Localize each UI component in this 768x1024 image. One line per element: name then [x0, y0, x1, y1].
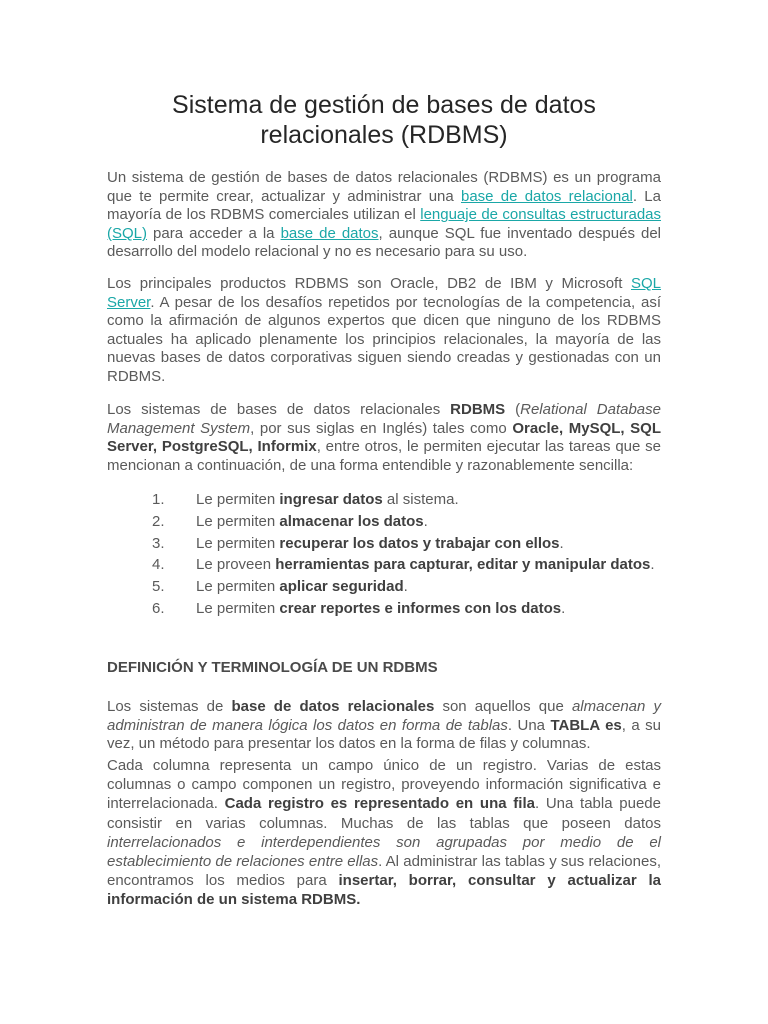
- text: . Una tabla puede consistir en varias columnas. Muchas de las tablas que poseen datos: [107, 795, 661, 832]
- bold-text: base de datos relacionales: [231, 698, 435, 715]
- features-list: [107, 489, 661, 620]
- bold-text: insertar, borrar, consultar y actualizar la información de un sistema RDBMS.: [107, 872, 661, 909]
- list-number: 6.: [152, 599, 165, 617]
- list-item: [107, 511, 661, 533]
- bold-text: ingresar datos: [279, 491, 383, 508]
- text: al sistema.: [382, 491, 459, 508]
- text: Le permiten: [196, 491, 280, 508]
- page-title: Sistema de gestión de bases de datos relacionales (RDBMS): [172, 91, 596, 149]
- italic-text: almacenan y administran de manera lógica los datos en forma de tablas: [107, 698, 661, 734]
- bold-text: recuperar los datos y trabajar con ellos: [279, 534, 560, 552]
- link-base-de-datos-relacional[interactable]: base de datos relacional: [461, 187, 633, 205]
- list-number: 5.: [152, 578, 165, 596]
- text: .: [559, 534, 564, 552]
- bold-text: Oracle, MySQL, SQL Server, PostgreSQL, Informix: [107, 419, 661, 456]
- bold-text: crear reportes e informes con los datos: [279, 599, 562, 617]
- text: , aunque SQL fue inventado después del desarrollo del modelo relacional y no es necesario para su uso.: [107, 224, 661, 261]
- list-item: [107, 598, 661, 620]
- products-paragraph: [107, 275, 661, 387]
- intro-paragraph: [107, 169, 661, 262]
- link-sql-server[interactable]: SQL Server: [107, 275, 661, 311]
- bold-text: almacenar los datos: [279, 512, 424, 530]
- text: son aquellos que: [434, 698, 572, 715]
- text: Le permiten: [196, 578, 280, 596]
- italic-text: interrelacionados e interdependientes son agrupadas por medio de el establecimiento de relaciones entre ellas: [107, 833, 661, 871]
- text: . Una: [507, 716, 551, 734]
- bold-text: Cada registro es representado en una fila: [224, 795, 535, 813]
- text: Le permiten: [196, 512, 280, 530]
- list-number: 4.: [152, 556, 165, 574]
- text: Le permiten: [196, 599, 280, 617]
- text: .: [403, 578, 408, 596]
- columns-paragraph: [107, 756, 661, 910]
- text: para acceder a la: [147, 224, 281, 242]
- text: .: [561, 599, 566, 617]
- list-item: [107, 554, 661, 576]
- italic-text: Relational Database Management System: [107, 401, 661, 437]
- bold-text: RDBMS: [450, 401, 506, 418]
- text: Cada columna representa un campo único de un registro. Varias de estas columnas o campo componen un registro, proveyendo información significativa e interrelacionada.: [107, 757, 661, 813]
- list-number: 3.: [152, 534, 165, 552]
- text: Un sistema de gestión de bases de datos relacionales (RDBMS) es un programa que te permite crear, actualizar y administrar una: [107, 169, 661, 205]
- link-base-de-datos[interactable]: base de datos: [280, 224, 379, 242]
- link-sql[interactable]: lenguaje de consultas estructuradas (SQL): [107, 206, 662, 242]
- text: Los principales productos RDBMS son Oracle, DB2 de IBM y Microsoft: [107, 275, 631, 292]
- text: (: [505, 401, 521, 418]
- text: . A pesar de los desafíos repetidos por tecnologías de la competencia, así como la afirmación de algunos expertos que dicen que ninguno de los RDBMS actuales ha aplicado plenamente los principios relacionales, la mayoría de las nuevas bases de datos corporativas siguen siendo creadas y gestionadas con un RDBMS.: [107, 293, 661, 385]
- text: .: [650, 556, 655, 574]
- text: .: [423, 512, 428, 530]
- text: Le permiten: [196, 534, 280, 552]
- systems-paragraph: [107, 401, 661, 475]
- bold-text: herramientas para capturar, editar y manipular datos: [275, 556, 651, 574]
- list-item: [107, 489, 661, 511]
- list-number: 1.: [152, 491, 165, 508]
- text: , por sus siglas en Inglés) tales como: [250, 419, 513, 437]
- bold-text: TABLA es: [550, 716, 622, 734]
- text: Los sistemas de bases de datos relacionales: [107, 401, 451, 418]
- text: . Al administrar las tablas y sus relaciones, encontramos los medios para: [107, 853, 661, 890]
- text: , entre otros, le permiten ejecutar las tareas que se mencionan a continuación, de una forma entendible y razonablemente sencilla:: [107, 438, 662, 474]
- section-heading: DEFINICIÓN Y TERMINOLOGÍA DE UN RDBMS: [107, 659, 438, 676]
- text: Los sistemas de: [107, 698, 232, 715]
- text: Le proveen: [196, 556, 276, 574]
- definition-paragraph: [107, 698, 661, 754]
- list-item: [107, 533, 661, 555]
- text: , a su vez, un método para presentar los datos en la forma de filas y columnas.: [107, 716, 662, 753]
- list-item: [107, 576, 661, 598]
- text: . La mayoría de los RDBMS comerciales utilizan el: [107, 187, 661, 224]
- bold-text: aplicar seguridad: [279, 578, 404, 596]
- list-number: 2.: [152, 512, 165, 530]
